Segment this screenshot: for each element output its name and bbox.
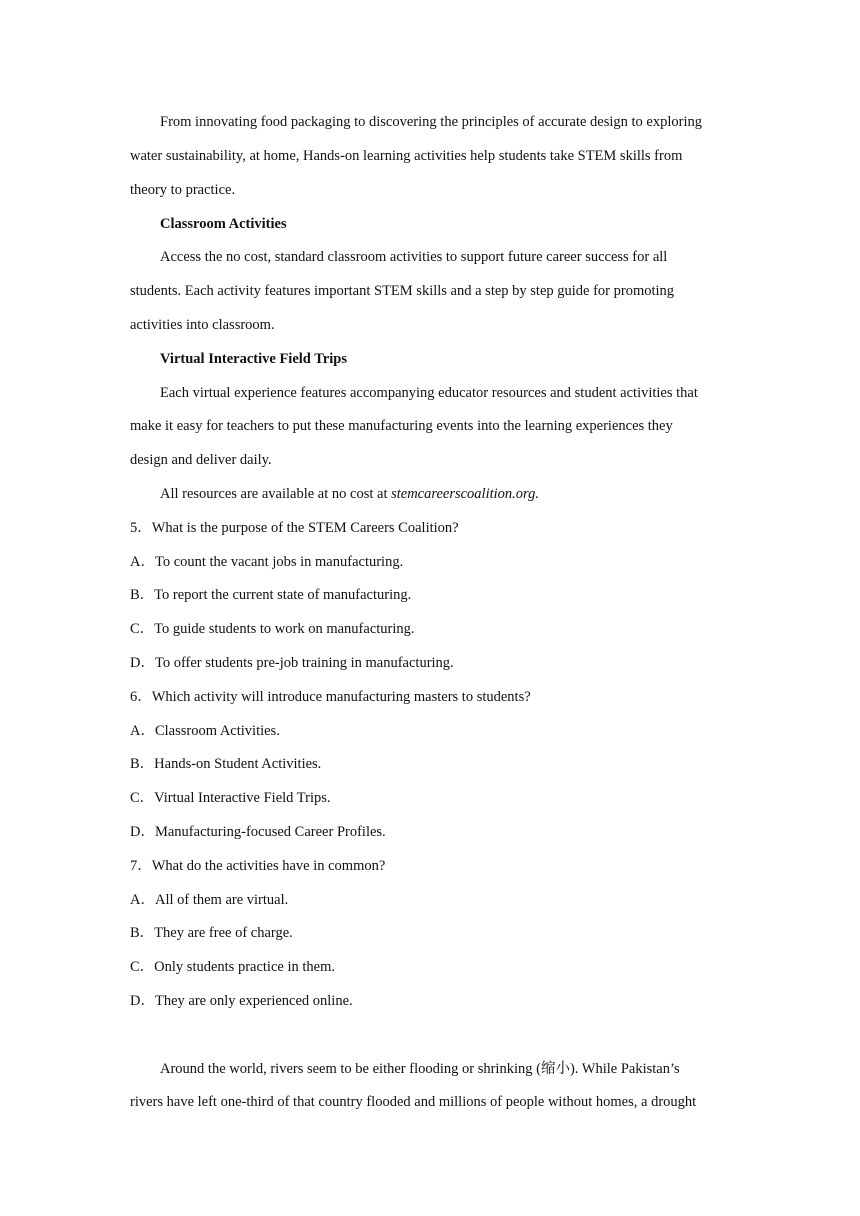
question-5-stem: 5．What is the purpose of the STEM Careers Coalition?	[130, 520, 459, 536]
classroom-line-3: activities into classroom.	[130, 317, 275, 333]
field-trips-line-3: design and deliver daily.	[130, 452, 272, 468]
field-trips-line-2: make it easy for teachers to put these manufacturing events into the learning experiences they	[130, 418, 673, 434]
question-5-option-b: B．To report the current state of manufacturing.	[130, 587, 412, 603]
resources-line	[160, 484, 539, 504]
question-7-option-c: C．Only students practice in them.	[130, 959, 335, 975]
intro-line-3: theory to practice.	[130, 182, 236, 198]
question-6-option-a: A．Classroom Activities.	[130, 723, 280, 739]
question-7-option-a: A．All of them are virtual.	[130, 892, 289, 908]
classroom-heading: Classroom Activities	[160, 216, 287, 232]
resources-link: stemcareerscoalition.org.	[391, 486, 540, 502]
question-7-option-d: D．They are only experienced online.	[130, 993, 353, 1009]
question-7-option-b: B．They are free of charge.	[130, 925, 293, 941]
question-5-option-d: D．To offer students pre-job training in manufacturing.	[130, 655, 454, 671]
question-6-option-c: C．Virtual Interactive Field Trips.	[130, 790, 331, 806]
question-6-option-b: B．Hands-on Student Activities.	[130, 756, 322, 772]
question-6-stem: 6．Which activity will introduce manufacturing masters to students?	[130, 689, 531, 705]
question-6-option-d: D．Manufacturing-focused Career Profiles.	[130, 824, 386, 840]
intro-line-1: From innovating food packaging to discovering the principles of accurate design to exploring	[160, 114, 703, 130]
classroom-line-1: Access the no cost, standard classroom activities to support future career success for all	[160, 249, 668, 265]
field-trips-line-1: Each virtual experience features accompanying educator resources and student activities that	[160, 385, 698, 401]
classroom-line-2: students. Each activity features important STEM skills and a step by step guide for promoting	[130, 283, 675, 299]
question-5-option-a: A．To count the vacant jobs in manufacturing.	[130, 554, 404, 570]
question-5-option-c: C．To guide students to work on manufacturing.	[130, 621, 415, 637]
next-passage-line-2: rivers have left one-third of that country flooded and millions of people without homes, a drought	[130, 1094, 697, 1110]
resources-prefix: All resources are available at no cost at	[160, 486, 392, 502]
question-7-stem: 7．What do the activities have in common?	[130, 858, 386, 874]
intro-line-2: water sustainability, at home, Hands-on learning activities help students take STEM skills from	[130, 148, 683, 164]
field-trips-heading: Virtual Interactive Field Trips	[160, 351, 347, 367]
next-passage-line-1: Around the world, rivers seem to be either flooding or shrinking (缩小). While Pakistan’s	[160, 1061, 680, 1077]
